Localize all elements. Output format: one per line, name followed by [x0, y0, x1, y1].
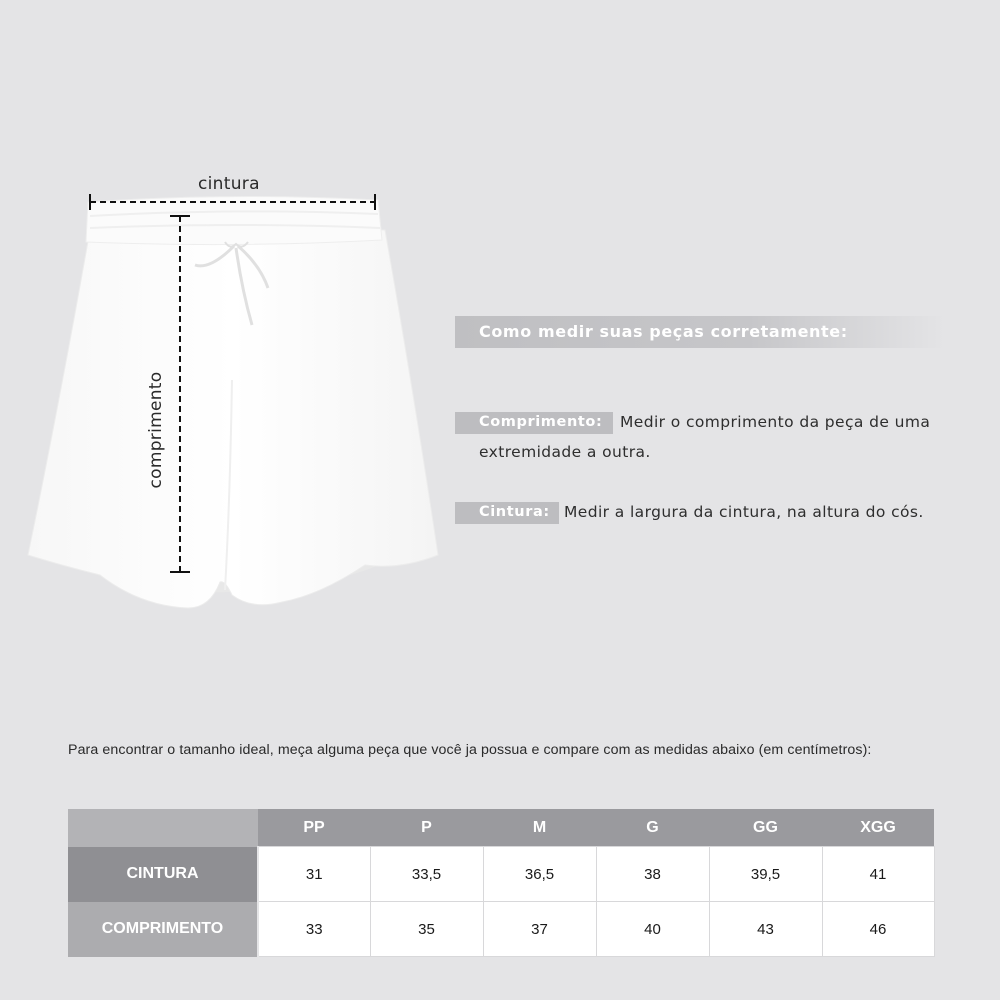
cell-cintura-pp: 31 [258, 847, 370, 902]
table-row-comprimento [68, 902, 934, 957]
size-table [68, 809, 935, 957]
cell-comprimento-m: 37 [483, 902, 596, 957]
size-intro-text: Para encontrar o tamanho ideal, meça alguma peça que você ja possua e compare com as medidas abaixo (em centímetros): [68, 742, 872, 758]
length-tag-label: Comprimento: [479, 414, 603, 430]
row-label-comprimento: COMPRIMENTO [68, 902, 258, 957]
table-row-cintura [68, 847, 934, 902]
size-header-p: P [370, 809, 483, 847]
waist-description: Medir a largura da cintura, na altura do cós. [564, 503, 924, 521]
guide-title: Como medir suas peças corretamente: [479, 322, 848, 341]
cell-cintura-gg: 39,5 [709, 847, 822, 902]
size-header-m: M [483, 809, 596, 847]
length-description-line2: extremidade a outra. [479, 443, 651, 461]
cell-comprimento-pp: 33 [258, 902, 370, 957]
shorts-illustration [20, 170, 450, 620]
cell-cintura-m: 36,5 [483, 847, 596, 902]
cell-comprimento-gg: 43 [709, 902, 822, 957]
cell-comprimento-g: 40 [596, 902, 709, 957]
cell-cintura-p: 33,5 [370, 847, 483, 902]
size-header-row [68, 809, 934, 847]
table-corner [68, 809, 258, 847]
waist-tag [455, 502, 559, 524]
waist-measure-label: cintura [198, 174, 260, 194]
guide-title-banner [455, 316, 945, 348]
size-header-xgg: XGG [822, 809, 934, 847]
shorts-drawing [20, 170, 450, 620]
length-description-line1: Medir o comprimento da peça de uma [620, 413, 931, 431]
cell-cintura-xgg: 41 [822, 847, 934, 902]
length-tag [455, 412, 613, 434]
cell-comprimento-xgg: 46 [822, 902, 934, 957]
size-header-pp: PP [258, 809, 370, 847]
size-header-gg: GG [709, 809, 822, 847]
row-label-cintura: CINTURA [68, 847, 258, 902]
waist-tag-label: Cintura: [479, 504, 550, 520]
size-header-g: G [596, 809, 709, 847]
cell-cintura-g: 38 [596, 847, 709, 902]
cell-comprimento-p: 35 [370, 902, 483, 957]
length-measure-label: comprimento [146, 371, 166, 489]
